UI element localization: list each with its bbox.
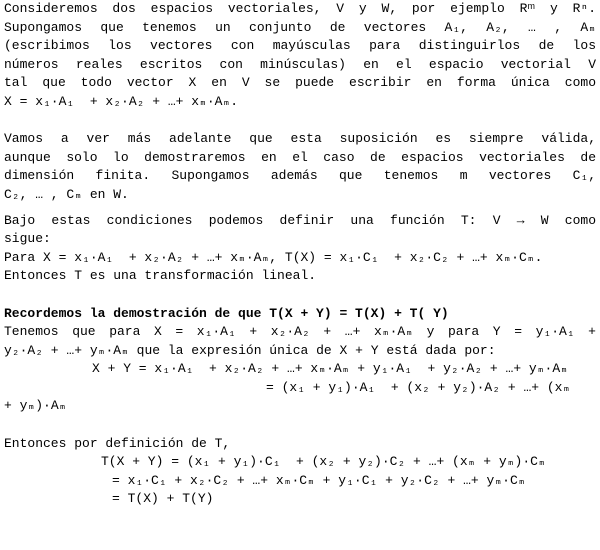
- text-line: tal que todo vector X en V se puede escribir en forma única como: [4, 75, 596, 91]
- paragraph-assumption: [4, 130, 596, 204]
- conclusion-section: [4, 435, 596, 509]
- equation-line: = (x₁ + y₁)·A₁ + (x₂ + y₂)·A₂ + …+ (xₘ: [266, 379, 571, 395]
- text-line: Entonces por definición de T,: [4, 435, 231, 451]
- text-line: Supongamos que tenemos un conjunto de vectores A₁, A₂, … , Aₘ: [4, 19, 596, 35]
- text-line: C₂, … , Cₘ en W.: [4, 186, 129, 202]
- text-line: y₂·A₂ + …+ yₘ·Aₘ que la expresión única de X + Y está dada por:: [4, 342, 496, 358]
- text-line: dimensión finita. Supongamos además que tenemos m vectores C₁,: [4, 168, 596, 184]
- text-line: Entonces T es una transformación lineal.: [4, 268, 317, 284]
- proof-heading: Recordemos la demostración de que T(X + Y) = T(X) + T( Y): [4, 305, 449, 321]
- equation-line: T(X + Y) = (x₁ + y₁)·C₁ + (x₂ + y₂)·C₂ + …+ (xₘ + yₘ)·Cₘ: [101, 454, 546, 470]
- text-line: Tenemos que para X = x₁·A₁ + x₂·A₂ + …+ xₘ·Aₘ y para Y = y₁·A₁ +: [4, 324, 596, 340]
- spacer: [4, 416, 596, 435]
- text-line: aunque solo lo demostraremos en el caso de espacios vectoriales de: [4, 149, 596, 165]
- spacer: [4, 286, 596, 305]
- equation-line: + yₘ)·Aₘ: [4, 398, 67, 414]
- text-line: X = x₁·A₁ + x₂·A₂ + …+ xₘ·Aₘ.: [4, 93, 239, 109]
- text-line: sigue:: [4, 231, 51, 247]
- paragraph-definitions: [4, 0, 596, 112]
- text-line: Para X = x₁·A₁ + x₂·A₂ + …+ xₘ·Aₘ, T(X) = x₁·C₁ + x₂·C₂ + …+ xₘ·Cₘ.: [4, 249, 543, 265]
- equation-line: X + Y = x₁·A₁ + x₂·A₂ + …+ xₘ·Aₘ + y₁·A₁ + y₂·A₂ + …+ yₘ·Aₘ: [92, 361, 568, 377]
- text-line: (escribimos los vectores con mayúsculas para distinguirlos de los: [4, 38, 596, 54]
- equation-line: = x₁·C₁ + x₂·C₂ + …+ xₘ·Cₘ + y₁·C₁ + y₂·C₂ + …+ yₘ·Cₘ: [112, 472, 526, 488]
- paragraph-function-definition: [4, 212, 596, 286]
- spacer: [4, 205, 596, 212]
- equation-line: = T(X) + T(Y): [112, 491, 214, 507]
- proof-section: [4, 305, 596, 417]
- text-line: números reales escritos con minúsculas) en el espacio vectorial V: [4, 56, 596, 72]
- text-line: Vamos a ver más adelante que esta suposición es siempre válida,: [4, 131, 596, 147]
- text-line: Bajo estas condiciones podemos definir una función T: V → W como: [4, 212, 596, 228]
- text-line: Consideremos dos espacios vectoriales, V y W, por ejemplo Rᵐ y Rⁿ.: [4, 1, 596, 16]
- spacer: [4, 112, 596, 131]
